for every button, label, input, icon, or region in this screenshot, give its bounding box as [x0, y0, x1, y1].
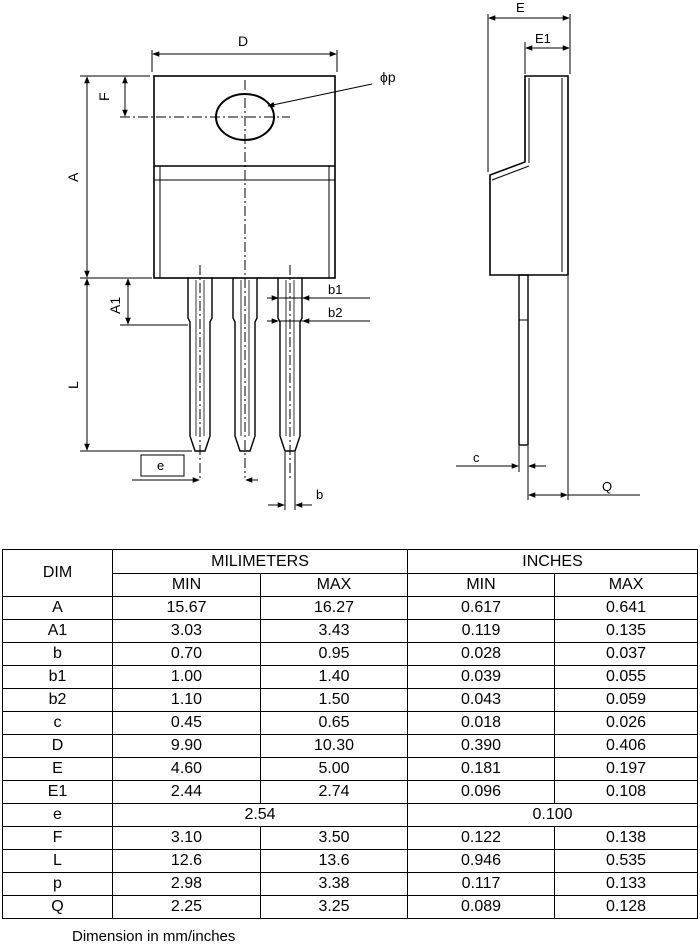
label-b: b — [316, 487, 324, 502]
mm-min-cell: 4.60 — [113, 758, 261, 781]
dim-cell: L — [3, 850, 113, 873]
side-dimensions — [456, 14, 640, 500]
in-min-cell: 0.122 — [408, 827, 555, 850]
mm-min-cell: 15.67 — [113, 597, 261, 620]
table-row — [3, 873, 698, 896]
mm-min-cell: 2.98 — [113, 873, 261, 896]
mm-max-cell: 13.6 — [261, 850, 408, 873]
label-Q: Q — [602, 479, 613, 494]
mm-max-cell: 3.50 — [261, 827, 408, 850]
mm-min-cell: 1.10 — [113, 689, 261, 712]
in-min-cell: 0.181 — [408, 758, 555, 781]
table-header-row — [3, 550, 698, 574]
inches-header: INCHES — [408, 550, 698, 574]
in-max-cell: 0.135 — [555, 620, 698, 643]
mm-max-cell: 5.00 — [261, 758, 408, 781]
dim-cell: F — [3, 827, 113, 850]
dim-cell: p — [3, 873, 113, 896]
in-max-cell: 0.108 — [555, 781, 698, 804]
label-L: L — [65, 381, 81, 389]
mm-min-cell: 2.25 — [113, 896, 261, 919]
label-D: D — [238, 33, 249, 49]
table-row — [3, 712, 698, 735]
dimension-table — [2, 549, 698, 919]
table-row — [3, 781, 698, 804]
in-min-cell: 0.117 — [408, 873, 555, 896]
in-max-cell: 0.037 — [555, 643, 698, 666]
in-min-cell: 0.039 — [408, 666, 555, 689]
mm-max-cell: 1.50 — [261, 689, 408, 712]
in-max-header: MAX — [555, 574, 698, 597]
in-min-cell: 0.946 — [408, 850, 555, 873]
in-min-cell: 0.089 — [408, 896, 555, 919]
mm-max-cell: 16.27 — [261, 597, 408, 620]
in-min-cell: 0.043 — [408, 689, 555, 712]
side-lead — [519, 275, 528, 445]
dim-cell: b2 — [3, 689, 113, 712]
dim-cell: D — [3, 735, 113, 758]
in-min-cell: 0.617 — [408, 597, 555, 620]
mm-min-cell: 3.10 — [113, 827, 261, 850]
table-row — [3, 735, 698, 758]
in-max-cell: 0.133 — [555, 873, 698, 896]
dim-cell: Q — [3, 896, 113, 919]
label-phi-p: ϕp — [380, 69, 396, 85]
in-max-cell: 0.055 — [555, 666, 698, 689]
mm-min-header: MIN — [113, 574, 261, 597]
table-row — [3, 896, 698, 919]
dim-cell: e — [3, 804, 113, 827]
dim-cell: b — [3, 643, 113, 666]
in-max-cell: 0.197 — [555, 758, 698, 781]
mm-max-cell: 10.30 — [261, 735, 408, 758]
table-row — [3, 804, 698, 827]
table-row — [3, 666, 698, 689]
mm-max-cell: 0.65 — [261, 712, 408, 735]
mm-min-cell: 2.44 — [113, 781, 261, 804]
centerlines — [120, 80, 290, 478]
mm-min-cell: 12.6 — [113, 850, 261, 873]
table-row — [3, 643, 698, 666]
dim-cell: E — [3, 758, 113, 781]
table-row — [3, 620, 698, 643]
dim-header: DIM — [3, 550, 113, 597]
label-E1: E1 — [535, 31, 551, 46]
in-min-cell: 0.390 — [408, 735, 555, 758]
mm-max-cell: 2.74 — [261, 781, 408, 804]
table-row — [3, 850, 698, 873]
mm-max-cell: 3.43 — [261, 620, 408, 643]
mm-min-cell: 1.00 — [113, 666, 261, 689]
in-max-cell: 0.128 — [555, 896, 698, 919]
dim-cell: c — [3, 712, 113, 735]
label-A1: A1 — [107, 296, 123, 314]
in-max-cell: 0.406 — [555, 735, 698, 758]
label-b2: b2 — [328, 305, 343, 320]
label-F: F — [96, 92, 112, 101]
front-dimensions — [80, 50, 372, 510]
label-e: e — [157, 458, 165, 473]
table-row — [3, 758, 698, 781]
footnote: Dimension in mm/inches — [72, 928, 236, 945]
mm-max-cell: 3.25 — [261, 896, 408, 919]
mm-max-cell: 1.40 — [261, 666, 408, 689]
side-view — [490, 76, 568, 445]
mm-min-cell: 0.45 — [113, 712, 261, 735]
in-max-cell: 0.059 — [555, 689, 698, 712]
in-min-cell: 0.028 — [408, 643, 555, 666]
mm-min-cell: 3.03 — [113, 620, 261, 643]
mm-max-header: MAX — [261, 574, 408, 597]
mm-max-cell: 3.38 — [261, 873, 408, 896]
label-A: A — [65, 172, 81, 182]
dim-cell: b1 — [3, 666, 113, 689]
label-E: E — [516, 0, 525, 15]
millimeters-header: MILIMETERS — [113, 550, 408, 574]
in-min-cell: 0.119 — [408, 620, 555, 643]
mm-nominal-cell: 2.54 — [113, 804, 408, 827]
table-row — [3, 689, 698, 712]
label-c: c — [473, 450, 480, 465]
table-row — [3, 597, 698, 620]
dim-cell: A1 — [3, 620, 113, 643]
dim-cell: E1 — [3, 781, 113, 804]
in-min-cell: 0.018 — [408, 712, 555, 735]
mm-max-cell: 0.95 — [261, 643, 408, 666]
in-max-cell: 0.535 — [555, 850, 698, 873]
mm-min-cell: 0.70 — [113, 643, 261, 666]
in-max-cell: 0.026 — [555, 712, 698, 735]
table-row — [3, 827, 698, 850]
mm-min-cell: 9.90 — [113, 735, 261, 758]
in-min-cell: 0.096 — [408, 781, 555, 804]
in-max-cell: 0.641 — [555, 597, 698, 620]
in-max-cell: 0.138 — [555, 827, 698, 850]
in-min-header: MIN — [408, 574, 555, 597]
in-nominal-cell: 0.100 — [408, 804, 698, 827]
dim-cell: A — [3, 597, 113, 620]
label-b1: b1 — [328, 282, 343, 297]
